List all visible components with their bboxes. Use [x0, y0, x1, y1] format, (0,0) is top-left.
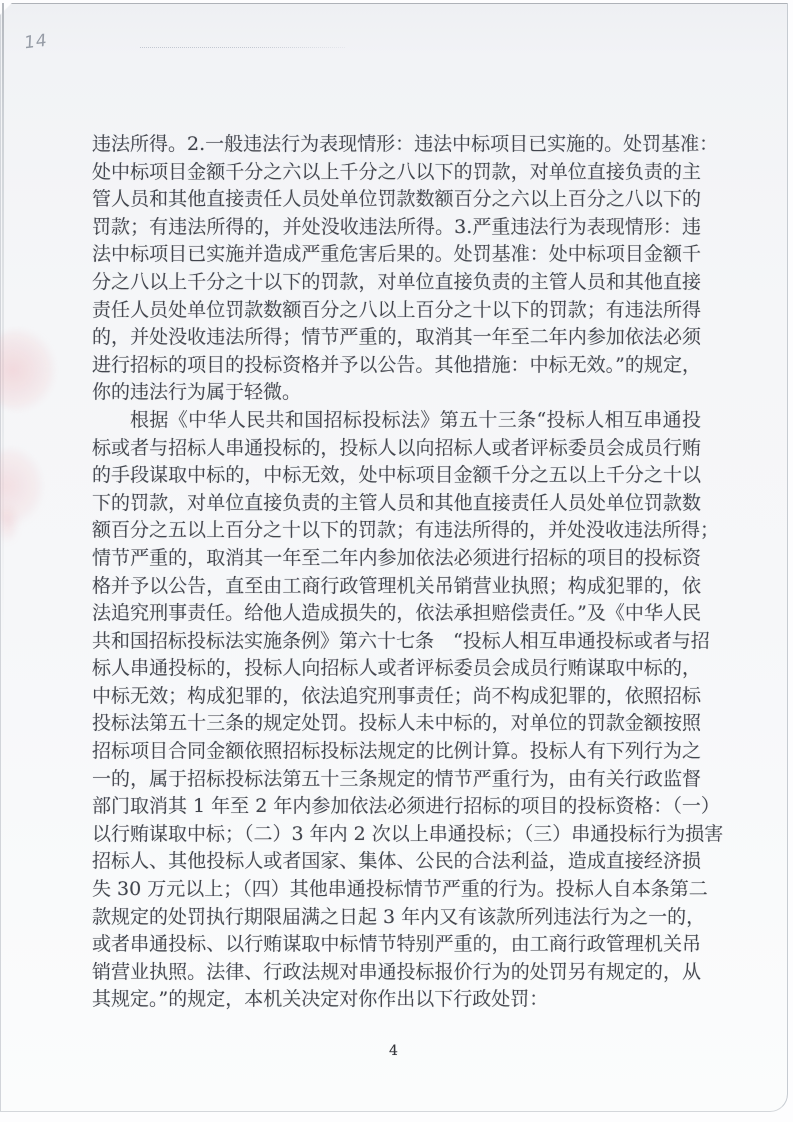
paragraph-penalty-benchmarks	[92, 131, 719, 407]
text-line: 招标人、其他投标人或者国家、集体、公民的合法利益，造成直接经济损	[92, 850, 701, 873]
document-body-text	[92, 131, 724, 1014]
text-line: 款规定的处罚执行期限届满之日起 3 年内又有该款所列违法行为之一的，	[92, 905, 706, 928]
text-line: 一的，属于招标投标法第五十三条规定的情节严重行为，由有关行政监督	[92, 767, 701, 790]
faint-dotted-line	[140, 47, 345, 48]
text-line: 违法所得。2.一般违法行为表现情形：违法中标项目已实施的。处罚基准：	[92, 133, 719, 155]
text-line: 下的罚款，对单位直接负责的主管人员和其他直接责任人员处单位罚款数	[92, 491, 701, 514]
text-line: 的，并处没收违法所得；情节严重的，取消其一年至二年内参加依法必须	[92, 326, 701, 349]
paragraph-legal-basis	[92, 407, 724, 1014]
text-line: 投标法第五十三条的规定处罚。投标人未中标的，对单位的罚款金额按照	[92, 712, 701, 735]
handwritten-margin-note: 14	[23, 30, 49, 54]
text-line: 或者串通投标、以行贿谋取中标情节特别严重的，由工商行政管理机关吊	[92, 933, 701, 956]
text-line: 部门取消其 1 年至 2 年内参加依法必须进行招标的项目的投标资格：（一）	[92, 795, 720, 818]
text-line: 分之八以上千分之十以下的罚款，对单位直接负责的主管人员和其他直接	[92, 270, 701, 293]
text-line: 你的违法行为属于轻微。	[92, 381, 302, 404]
page-number: 4	[389, 1043, 398, 1059]
text-line: 失 30 万元以上；（四）其他串通投标情节严重的行为。投标人自本条第二	[92, 878, 708, 901]
text-line: 责任人员处单位罚款数额百分之八以上百分之十以下的罚款；有违法所得	[92, 298, 701, 321]
text-line: 罚款；有违法所得的，并处没收违法所得。3.严重违法行为表现情形：违	[92, 215, 701, 238]
text-line: 以行贿谋取中标；（二）3 年内 2 次以上串通投标；（三）串通投标行为损害	[92, 822, 724, 845]
text-line: 根据《中华人民共和国招标投标法》第五十三条“投标人相互串通投	[130, 408, 701, 431]
text-line: 标或者与招标人串通投标的，投标人以向招标人或者评标委员会成员行贿	[92, 436, 701, 459]
text-line: 共和国招标投标法实施条例》第六十七条 “投标人相互串通投标或者与招	[92, 629, 710, 652]
text-line: 中标无效；构成犯罪的，依法追究刑事责任；尚不构成犯罪的，依照招标	[92, 684, 701, 707]
text-line: 管人员和其他直接责任人员处单位罚款数额百分之六以上百分之八以下的	[92, 188, 701, 211]
text-line: 法中标项目已实施并造成严重危害后果的。处罚基准：处中标项目金额千	[92, 243, 701, 266]
text-line: 标人串通投标的，投标人向招标人或者评标委员会成员行贿谋取中标的，	[92, 657, 701, 680]
text-line: 其规定。”的规定，本机关决定对你作出以下行政处罚：	[92, 988, 549, 1011]
text-line: 额百分之五以上百分之十以下的罚款；有违法所得的，并处没收违法所得；	[92, 519, 720, 542]
scan-corner-artifact	[0, 0, 30, 30]
text-line: 的手段谋取中标的，中标无效，处中标项目金额千分之五以上千分之十以	[92, 464, 701, 487]
text-line: 销营业执照。法律、行政法规对串通投标报价行为的处罚另有规定的，从	[92, 960, 701, 983]
text-line: 法追究刑事责任。给他人造成损失的，依法承担赔偿责任。”及《中华人民	[92, 602, 701, 625]
text-line: 进行招标的项目的投标资格并予以公告。其他措施：中标无效。”的规定，	[92, 353, 701, 376]
text-line: 招标项目合同金额依照招标投标法规定的比例计算。投标人有下列行为之	[92, 740, 701, 763]
text-line: 格并予以公告，直至由工商行政管理机关吊销营业执照；构成犯罪的，依	[92, 574, 701, 597]
text-line: 处中标项目金额千分之六以上千分之八以下的罚款，对单位直接负责的主	[92, 160, 701, 183]
scan-edge-left	[2, 3, 4, 643]
text-line: 情节严重的，取消其一年至二年内参加依法必须进行招标的项目的投标资	[92, 546, 701, 569]
